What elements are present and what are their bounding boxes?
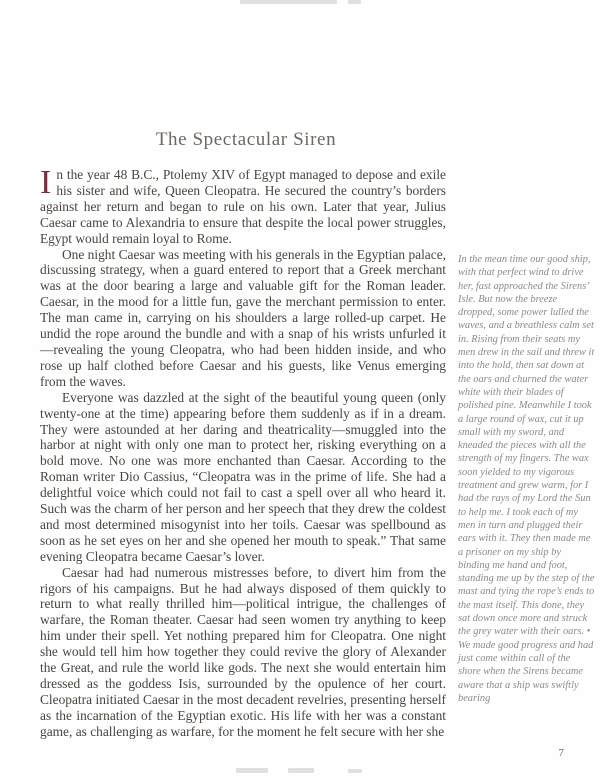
- page-number: 7: [558, 747, 564, 759]
- paragraph: Caesar had had numerous mistresses before, to divert him from the rigors of his campaigns. But he had always disposed of them quickly to return to what really thrilled him—political intrigue, the challenges of warfare, the Roman theater. Caesar had seen women try anything to keep him under their spell. Yet nothing prepared him for Cleopatra. One night she would tell him how together they could revive the glory of Alexander the Great, and rule the world like gods. The next she would entertain him dressed as the goddess Isis, surrounded by the opulence of her court. Cleopatra initiated Caesar in the most decadent revelries, presenting herself as the incarnation of the Egyptian exotic. His life with her was a constant game, as challenging as warfare, for the moment he felt secure with her she: [40, 564, 446, 739]
- drop-cap: I: [40, 164, 52, 201]
- paragraph: [40, 164, 446, 247]
- marginalia-quote: In the mean time our good ship, with that perfect wind to drive her, fast approached the Sirens’ Isle. But now the breeze dropped, some power lulled the waves, and a breathless calm set in. Rising from their seats my men drew in the sail and threw it into the hold, then sat down at the oars and churned the water white with their blades of polished pine. Meanwhile I took a large round of wax, cut it up small with my sword, and kneaded the pieces with all the strength of my fingers. The wax soon yielded to my vigorous treatment and grew warm, for I had the rays of my Lord the Sun to help me. I took each of my men in turn and plugged their ears with it. They then made me a prisoner on my ship by binding me hand and foot, standing me up by the step of the mast and tying the rope’s ends to the mast itself. This done, they sat down once more and struck the grey water with their oars. • We made good progress and had just come within call of the shore when the Sirens became aware that a ship was swiftly bearing: [458, 254, 595, 704]
- cropped-footer-text-fragment: [348, 769, 362, 773]
- paragraph: Everyone was dazzled at the sight of the beautiful young queen (only twenty-one at the time) appearing before them suddenly as if in a dream. They were astounded at her daring and theatricality—smuggled into the harbor at night with only one man to protect her, risking everything on a bold move. No one was more enchanted than Caesar. According to the Roman writer Dio Cassius, “Cleopatra was in the prime of life. She had a delightful voice which could not fail to cast a spell over all who heard it. Such was the charm of her person and her speech that they drew the coldest and most determined misogynist into her toils. Caesar was spellbound as soon as he set eyes on her and she opened her mouth to speak.” That same evening Cleopatra became Caesar’s lover.: [40, 389, 446, 564]
- cropped-header-text-fragment: [240, 0, 337, 4]
- paragraph-text: n the year 48 B.C., Ptolemy XIV of Egypt managed to depose and exile his sister and wife, Queen Cleopatra. He secured the country’s borders against her return and began to rule on his own. Later that year, Julius Caesar came to Alexandria to ensure that despite the local power struggles, Egypt would remain loyal to Rome.: [40, 167, 446, 246]
- cropped-footer-text-fragment: [288, 768, 314, 773]
- chapter-title: The Spectacular Siren: [155, 129, 337, 150]
- cropped-footer-text-fragment: [236, 768, 268, 773]
- paragraph: One night Caesar was meeting with his generals in the Egyptian palace, discussing strategy, when a guard entered to report that a Greek merchant was at the door bearing a large and valuable gift for the Roman leader. Caesar, in the mood for a little fun, gave the merchant permission to enter. The man came in, carrying on his shoulders a large rolled-up carpet. He undid the rope around the bundle and with a snap of his wrists unfurled it—revealing the young Cleopatra, who had been hidden inside, and who rose up half clothed before Caesar and his guests, like Venus emerging from the waves.: [40, 246, 446, 389]
- main-text-column: [40, 164, 446, 740]
- cropped-header-text-fragment: [348, 0, 361, 4]
